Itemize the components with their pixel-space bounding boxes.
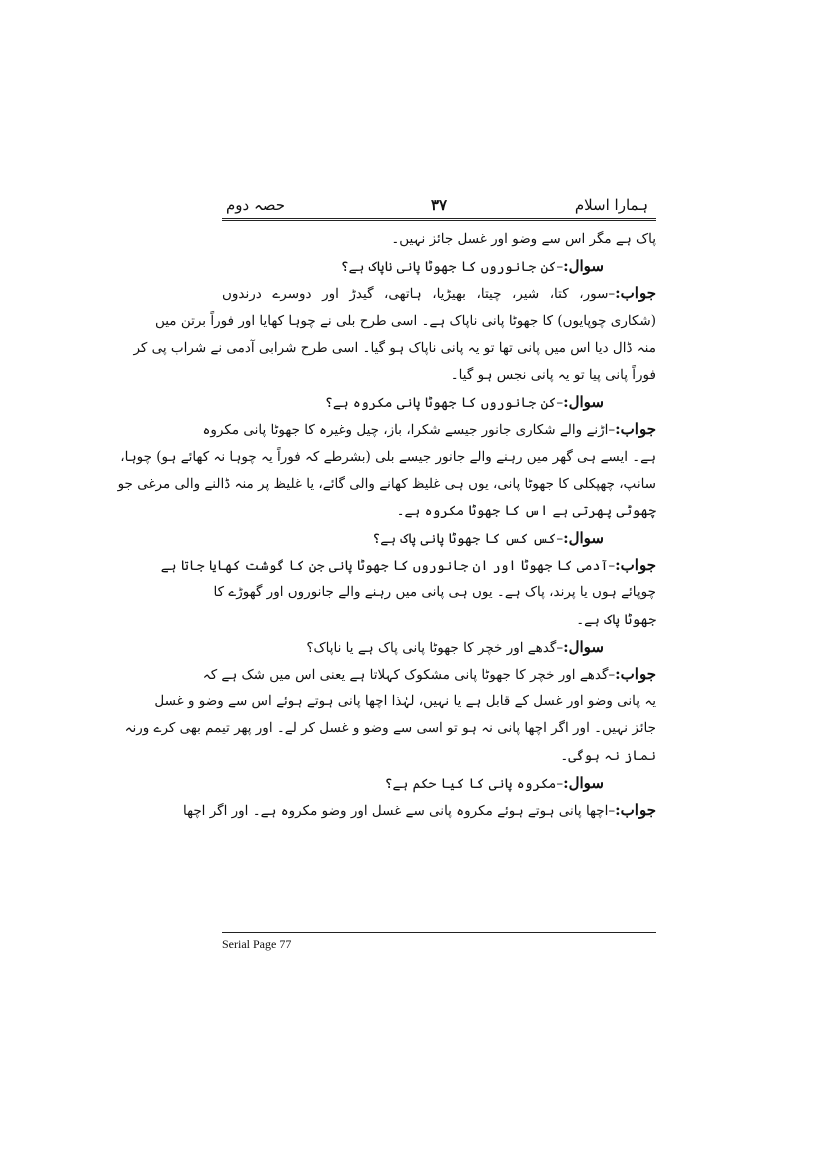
question-label: سوال: — [563, 637, 604, 656]
line-text: سانپ، چھپکلی کا جھوٹا پانی، یوں ہی غلیظ کھانے والی گائے، یا غلیظ پر منہ ڈالنے والی مرغی جو — [117, 475, 656, 492]
line-text: (شکاری چوپایوں) کا جھوٹا پانی ناپاک ہے۔ اسی طرح بلی نے چوہا کھایا اور فوراً برتن میں — [154, 312, 656, 329]
line-text: چوپائے ہوں یا پرند، پاک ہے۔ یوں ہی پانی میں رہنے والے جانوروں اور گھوڑے کا — [213, 584, 656, 601]
page-body — [117, 226, 656, 824]
question-label: سوال: — [563, 257, 604, 276]
text-line — [222, 743, 656, 770]
answer-label: جواب: — [615, 420, 656, 439]
book-title: ہمارا اسلام — [574, 196, 648, 214]
line-text: –کن جانوروں کا جھوٹا پانی مکروہ ہے؟ — [324, 395, 564, 412]
answer-label: جواب: — [615, 665, 656, 683]
line-text: یہ پانی وضو اور غسل کے قابل ہے یا نہیں، لہٰذا اچھا پانی ہوتے ہوئے اس سے وضو و غسل — [154, 693, 656, 710]
text-line — [133, 335, 656, 362]
footer-rule — [222, 932, 656, 933]
line-text: –کس کس کا جھوٹا پانی پاک ہے؟ — [372, 531, 564, 548]
line-text: ہے۔ ایسے ہی گھر میں رہنے والے جانور جیسے بلی (بشرطے کہ فوراً یہ چوہا نہ کھائے ہو) چوہا، — [120, 448, 656, 465]
question-line — [222, 389, 656, 416]
answer-line — [202, 416, 656, 443]
text-line — [117, 471, 656, 498]
answer-line — [202, 661, 656, 688]
line-text: پاک ہے مگر اس سے وضو اور غسل جائز نہیں۔ — [391, 231, 656, 247]
line-text: –آدمی کا جھوٹا اور ان جانوروں کا جھوٹا پانی جن کا گوشت کھایا جاتا ہے — [160, 558, 616, 575]
text-line — [124, 715, 656, 742]
line-text: چھوٹی پھرتی ہے اس کا جھوٹا مکروہ ہے۔ — [396, 502, 656, 519]
question-label: سوال: — [563, 773, 604, 792]
question-line — [222, 525, 656, 552]
question-label: سوال: — [563, 529, 604, 548]
text-line — [222, 226, 656, 253]
line-text: فوراً پانی پیا تو یہ پانی نجس ہو گیا۔ — [450, 366, 656, 383]
text-line — [222, 362, 656, 389]
answer-label: جواب: — [615, 284, 656, 303]
question-label: سوال: — [563, 393, 604, 412]
answer-label: جواب: — [615, 556, 656, 575]
line-text: –گدھے اور خچر کا جھوٹا پانی پاک ہے یا ناپاک؟ — [306, 639, 564, 656]
answer-line — [183, 797, 656, 824]
line-text: –سور، کتا، شیر، چیتا، بھیڑیا، ہاتھی، گیدڑ اور دوسرے درندوں — [222, 286, 616, 303]
answer-line — [222, 280, 656, 307]
text-line — [222, 498, 656, 525]
line-text: جائز نہیں۔ اور اگر اچھا پانی نہ ہو تو اسی سے وضو و غسل کر لے۔ اور پھر تیمم بھی کرے ورنہ — [124, 720, 656, 737]
answer-label: جواب: — [615, 800, 656, 819]
page-number: ۳۷ — [430, 196, 448, 214]
line-text: –اڑنے والے شکاری جانور جیسے شکرا، باز، چیل وغیرہ کا جھوٹا پانی مکروہ — [202, 422, 616, 439]
line-text: منہ ڈال دیا اس میں پانی تھا تو یہ پانی ناپاک ہو گیا۔ اسی طرح شرابی آدمی نے شراب پی کر — [133, 339, 656, 356]
text-line — [154, 688, 656, 715]
text-line — [154, 308, 656, 335]
serial-page-label: Serial Page 77 — [222, 937, 292, 951]
text-line — [222, 607, 656, 634]
line-text: –گدھے اور خچر کا جھوٹا پانی مشکوک کہلاتا ہے یعنی اس میں شک ہے کہ — [202, 667, 616, 683]
running-header — [222, 192, 656, 220]
line-text: –مکروہ پانی کا کیا حکم ہے؟ — [384, 775, 564, 792]
line-text: –کن جانوروں کا جھوٹا پانی ناپاک ہے؟ — [340, 259, 564, 276]
line-text: جھوٹا پاک ہے۔ — [576, 611, 656, 628]
book-page — [117, 192, 656, 962]
text-line — [120, 444, 656, 471]
question-line — [222, 253, 656, 280]
question-line — [222, 770, 656, 797]
question-line — [222, 634, 656, 661]
header-rule — [222, 218, 656, 221]
answer-line — [160, 552, 656, 579]
line-text: –اچھا پانی ہوتے ہوئے مکروہ پانی سے غسل اور وضو مکروہ ہے۔ اور اگر اچھا — [183, 802, 616, 819]
part-label: حصہ دوم — [226, 196, 286, 214]
text-line — [213, 579, 656, 606]
line-text: نماز نہ ہوگی۔ — [560, 747, 656, 764]
